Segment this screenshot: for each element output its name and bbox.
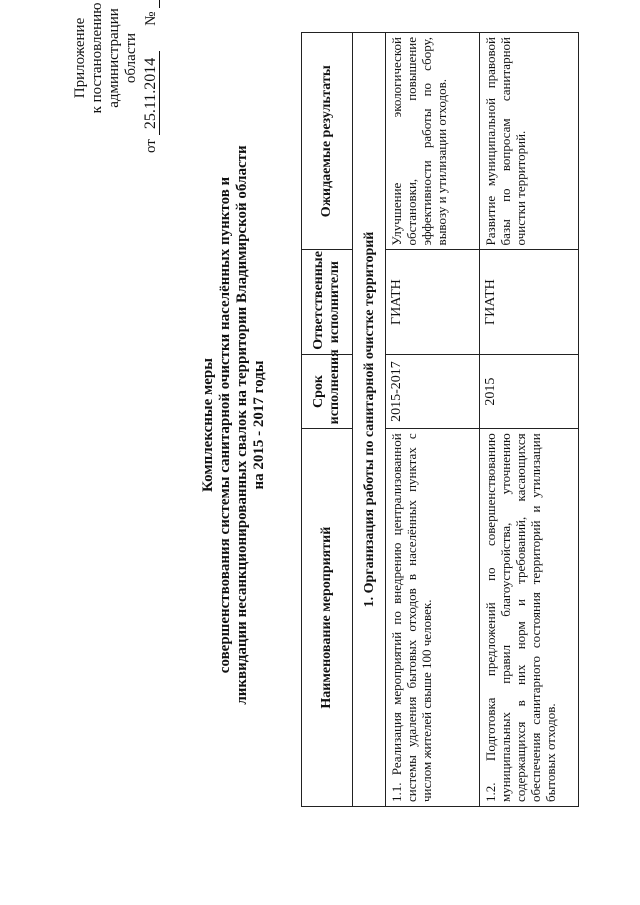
appendix-date-row [142,0,160,153]
section-row [353,33,386,807]
header-term: Срок исполнения [302,354,353,429]
header-results: Ожидаемые результаты [302,33,353,250]
document-title [200,65,268,785]
title-line-3: ликвидации несанкционированных свалок на территории Владимирской области [234,145,250,705]
decree-date: 25.11.2014 [142,51,160,135]
measure-results: Улучшение экологической обстановки, повышение эффективности работы по сбору, вывозу и утилизации отходов. [386,33,480,250]
appendix-title: Приложение [72,17,88,99]
date-prefix: от [143,139,159,153]
measure-results: Развитие муниципальной правовой базы по вопросам санитарной очистки территорий. [480,33,579,250]
appendix-authority: области [123,32,139,84]
table-row [386,33,480,807]
appendix-subtitle: к постановлению администрации [89,2,122,114]
decree-number [142,0,160,8]
measure-executors: ГИАТН [480,250,579,354]
title-line-2: совершенствования системы санитарной очистки населённых пунктов и [217,176,233,674]
appendix-block [72,0,160,153]
number-prefix: № [143,11,159,26]
measures-table [301,32,579,807]
title-line-1: Комплексные меры [200,358,216,492]
measure-executors: ГИАТН [386,250,480,354]
measure-name: 1.1. Реализация мероприятий по внедрению централизованной системы удаления бытовых отходов в населённых пунктах с числом жителей свыше 100 человек. [386,429,480,807]
header-executors: Ответственные исполнители [302,250,353,354]
measure-name: 1.2. Подготовка предложений по совершенствованию муниципальных правил благоустройства, уточнению содержащихся в них норм и требований, касающихся обеспечения санитарного состояния территорий и утилизации бытовых отходов. [480,429,579,807]
measure-term: 2015-2017 [386,354,480,429]
header-name: Наименование мероприятий [302,429,353,807]
measure-term: 2015 [480,354,579,429]
table-row [480,33,579,807]
title-line-4: на 2015 - 2017 годы [251,360,267,490]
table-header-row [302,33,353,807]
section-title: 1. Организация работы по санитарной очистке территорий [353,33,386,807]
